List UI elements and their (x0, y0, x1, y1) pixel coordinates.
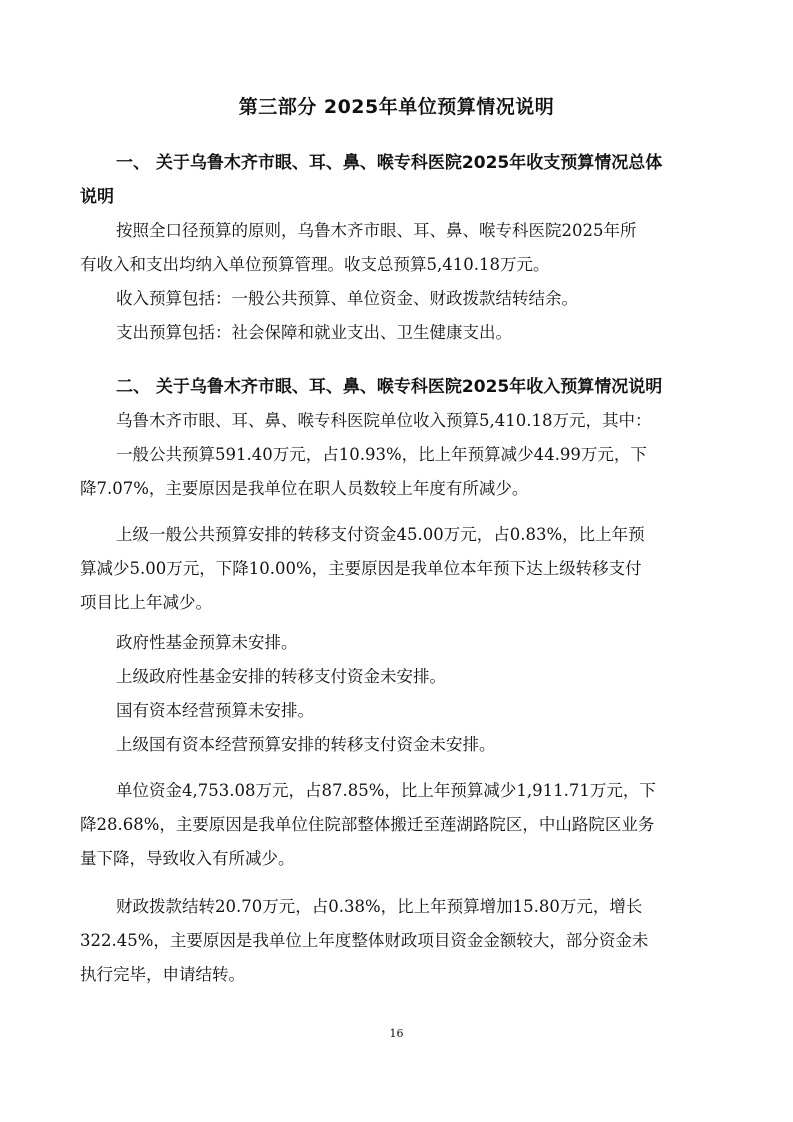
paragraph-continued: 322.45%，主要原因是我单位上年度整体财政项目资金金额较大，部分资金未 (80, 931, 649, 950)
paragraph: 收入预算包括：一般公共预算、单位资金、财政拨款结转结余。 (116, 289, 578, 308)
paragraph: 政府性基金预算未安排。 (116, 633, 298, 652)
paragraph-continued: 量下降，导致收入有所减少。 (80, 849, 295, 868)
paragraph: 上级国有资本经营预算安排的转移支付资金未安排。 (116, 735, 496, 754)
paragraph: 上级一般公共预算安排的转移支付资金45.00万元，占0.83%，比上年预 (116, 525, 645, 544)
paragraph-continued: 项目比上年减少。 (80, 593, 212, 612)
section-2-carryover-paragraph (80, 890, 720, 992)
section-1 (80, 146, 720, 350)
paragraph-continued: 有收入和支出均纳入单位预算管理。收支总预算5,410.18万元。 (80, 255, 550, 274)
section-2 (80, 370, 720, 506)
section-2-short-items (80, 626, 720, 762)
paragraph: 财政拨款结转20.70万元，占0.38%，比上年预算增加15.80万元，增长 (116, 897, 643, 916)
paragraph: 国有资本经营预算未安排。 (116, 701, 314, 720)
section-2-transfer-paragraph (80, 518, 720, 620)
paragraph: 支出预算包括：社会保障和就业支出、卫生健康支出。 (116, 323, 512, 342)
section-2-heading: 二、 关于乌鲁木齐市眼、耳、鼻、喉专科医院2025年收入预算情况说明 (116, 377, 663, 397)
paragraph: 乌鲁木齐市眼、耳、鼻、喉专科医院单位收入预算5,410.18万元，其中： (116, 411, 652, 430)
paragraph-continued: 算减少5.00万元，下降10.00%，主要原因是我单位本年预下达上级转移支付 (80, 559, 642, 578)
section-2-unit-funds-paragraph (80, 774, 720, 876)
paragraph: 单位资金4,753.08万元，占87.85%，比上年预算减少1,911.71万元，下 (116, 781, 656, 800)
paragraph: 按照全口径预算的原则，乌鲁木齐市眼、耳、鼻、喉专科医院2025年所 (116, 221, 637, 240)
paragraph-continued: 执行完毕，申请结转。 (80, 965, 245, 984)
paragraph: 上级政府性基金安排的转移支付资金未安排。 (116, 667, 446, 686)
section-1-heading-continued: 说明 (80, 187, 114, 207)
paragraph: 一般公共预算591.40万元，占10.93%，比上年预算减少44.99万元，下 (116, 445, 647, 464)
paragraph-continued: 降7.07%，主要原因是我单位在职人员数较上年度有所减少。 (80, 479, 529, 498)
page-number: 16 (389, 1027, 404, 1040)
paragraph-continued: 降28.68%，主要原因是我单位住院部整体搬迁至莲湖路院区，中山路院区业务 (80, 815, 655, 834)
page-title: 第三部分 2025年单位预算情况说明 (238, 96, 555, 118)
section-1-heading: 一、 关于乌鲁木齐市眼、耳、鼻、喉专科医院2025年收支预算情况总体 (116, 153, 663, 173)
